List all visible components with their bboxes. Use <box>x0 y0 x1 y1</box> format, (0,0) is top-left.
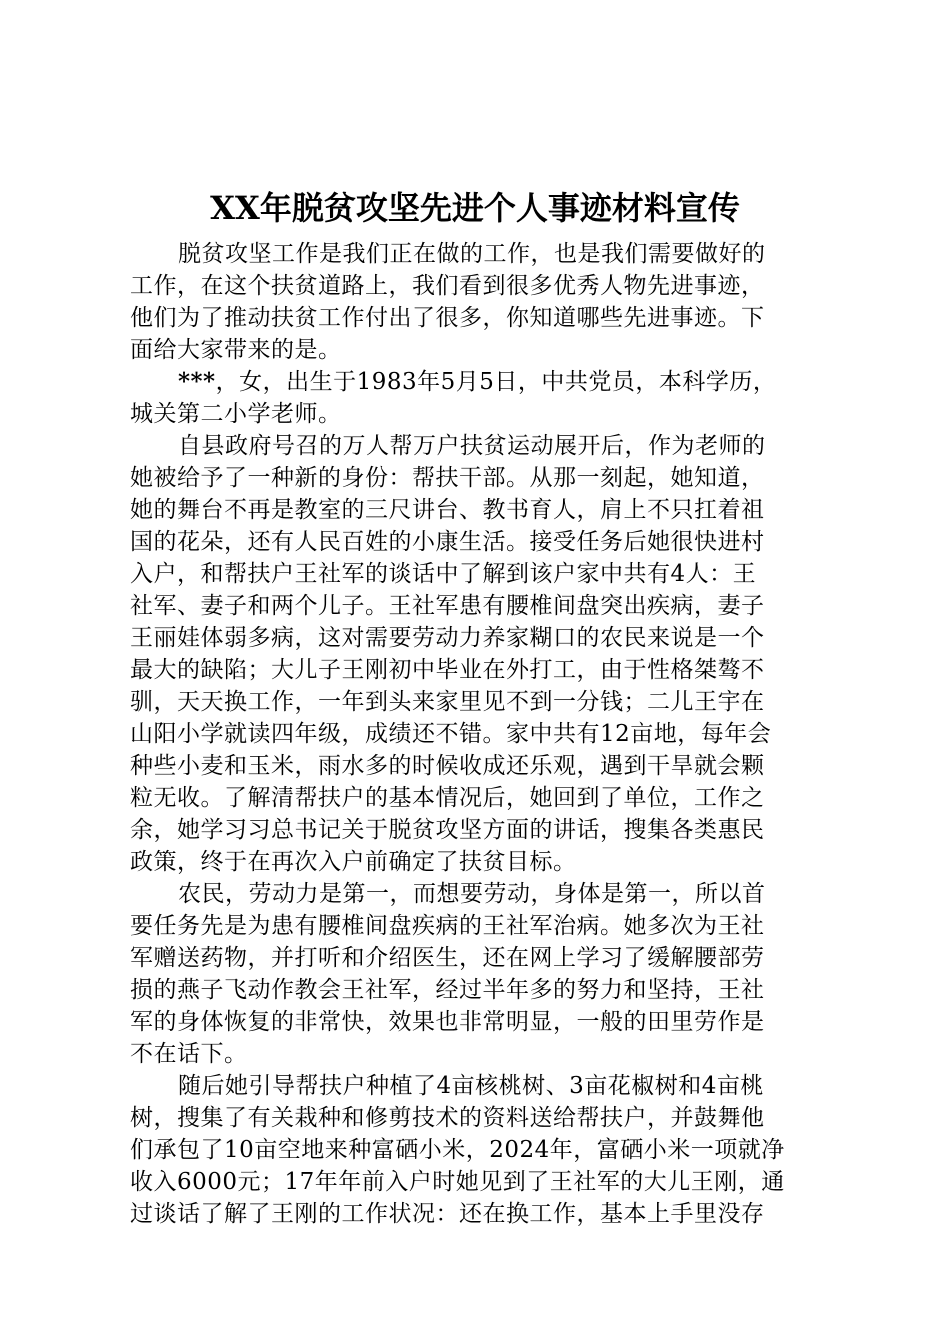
text-line: 军赠送药物，并打听和介绍医生，还在网上学习了缓解腰部劳 <box>130 945 765 971</box>
text-line: 树，搜集了有关栽种和修剪技术的资料送给帮扶户，并鼓舞他 <box>130 1105 765 1131</box>
document-body <box>130 238 840 1230</box>
text-line: 收入6000元；17年年前入户时她见到了王社军的大儿王刚，通 <box>130 1169 785 1195</box>
text-line: 粒无收。了解清帮扶户的基本情况后，她回到了单位，工作之 <box>130 785 765 811</box>
text-line: 她被给予了一种新的身份：帮扶干部。从那一刻起，她知道， <box>130 465 765 491</box>
text-line: 城关第二小学老师。 <box>130 401 342 427</box>
text-line-rest: ，女，出生于1983年5月5日，中共党员，本科学历， <box>215 369 777 395</box>
paragraph-profile <box>130 366 840 430</box>
text-line: 政策，终于在再次入户前确定了扶贫目标。 <box>130 849 577 875</box>
text-line: 不在话下。 <box>130 1041 248 1067</box>
text-line: 军的身体恢复的非常快，效果也非常明显，一般的田里劳作是 <box>130 1009 765 1035</box>
text-line: 他们为了推动扶贫工作付出了很多，你知道哪些先进事迹。下 <box>130 305 765 331</box>
text-line <box>130 366 840 398</box>
name-placeholder: *** <box>178 368 216 395</box>
paragraph-planting <box>130 1070 840 1230</box>
text-line: 随后她引导帮扶户种植了4亩核桃树、3亩花椒树和4亩桃 <box>178 1073 764 1099</box>
text-line: 她的舞台不再是教室的三尺讲台、教书育人，肩上不只扛着祖 <box>130 497 765 523</box>
text-line: 损的燕子飞动作教会王社军，经过半年多的努力和坚持，王社 <box>130 977 765 1003</box>
text-line: 入户，和帮扶户王社军的谈话中了解到该户家中共有4人：王 <box>130 561 757 587</box>
text-line: 们承包了10亩空地来种富硒小米，2024年，富硒小米一项就净 <box>130 1137 785 1163</box>
text-line: 余，她学习习总书记关于脱贫攻坚方面的讲话，搜集各类惠民 <box>130 817 765 843</box>
text-line: 工作，在这个扶贫道路上，我们看到很多优秀人物先进事迹， <box>130 273 765 299</box>
text-line: 脱贫攻坚工作是我们正在做的工作，也是我们需要做好的 <box>178 241 766 267</box>
paragraph-assignment <box>130 430 840 878</box>
text-line: 过谈话了解了王刚的工作状况：还在换工作，基本上手里没存 <box>130 1201 765 1227</box>
text-line: 农民，劳动力是第一，而想要劳动，身体是第一，所以首 <box>178 881 766 907</box>
text-line: 面给大家带来的是。 <box>130 337 342 363</box>
text-line: 要任务先是为患有腰椎间盘疾病的王社军治病。她多次为王社 <box>130 913 765 939</box>
paragraph-intro <box>130 238 840 366</box>
text-line: 社军、妻子和两个儿子。王社军患有腰椎间盘突出疾病，妻子 <box>130 593 765 619</box>
document-title: XX年脱贫攻坚先进个人事迹材料宣传 <box>210 189 740 227</box>
text-line: 种些小麦和玉米，雨水多的时候收成还乐观，遇到干旱就会颗 <box>130 753 765 779</box>
text-line: 自县政府号召的万人帮万户扶贫运动展开后，作为老师的 <box>178 433 766 459</box>
text-line: 最大的缺陷；大儿子王刚初中毕业在外打工，由于性格桀骜不 <box>130 657 765 683</box>
text-line: 国的花朵，还有人民百姓的小康生活。接受任务后她很快进村 <box>130 529 765 555</box>
text-line: 王丽娃体弱多病，这对需要劳动力养家糊口的农民来说是一个 <box>130 625 765 651</box>
text-line: 驯，天天换工作，一年到头来家里见不到一分钱；二儿王宇在 <box>130 689 765 715</box>
paragraph-health <box>130 878 840 1070</box>
text-line: 山阳小学就读四年级，成绩还不错。家中共有12亩地，每年会 <box>130 721 772 747</box>
